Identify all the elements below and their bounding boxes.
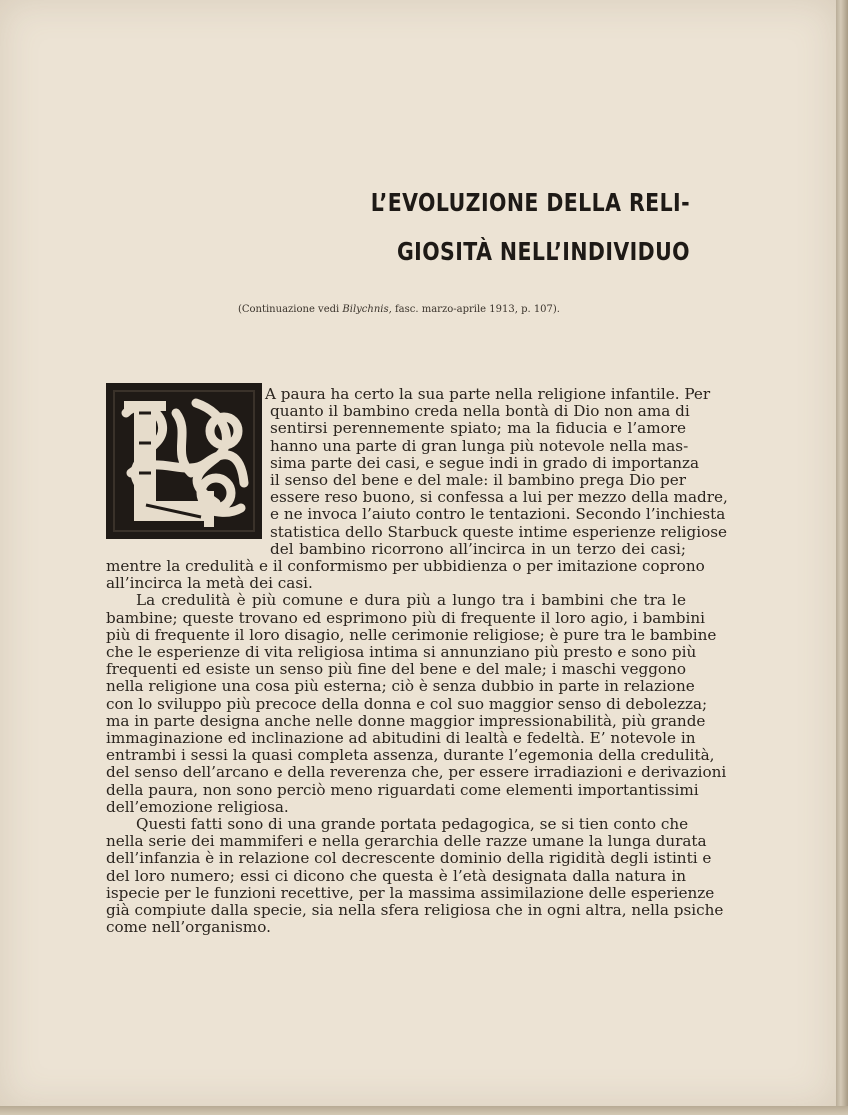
text-line: statistica dello Starbuck queste intime esperienze religiose bbox=[270, 522, 727, 541]
text-line: dell’infanzia è in relazione col decrescente dominio della rigidità degli istinti e bbox=[106, 849, 712, 868]
text-line: con lo sviluppo più precoce della donna e col suo maggior senso di debolezza; bbox=[106, 694, 708, 713]
text-line: immaginazione ed inclinazione ad abitudini di lealtà e fedeltà. E’ notevole in bbox=[106, 729, 696, 747]
text-line: all’incirca la metà dei casi. bbox=[106, 574, 313, 593]
text-line: Questi fatti sono di una grande portata pedagogica, se si tien conto che bbox=[136, 815, 689, 833]
text-line: dell’emozione religiosa. bbox=[106, 797, 289, 816]
text-line: frequenti ed esiste un senso più fine del bene e del male; i maschi veggono bbox=[106, 660, 686, 679]
article-title-line-1: L’EVOLUZIONE DELLA RELI- bbox=[370, 188, 690, 217]
knotwork-l-icon bbox=[106, 383, 262, 539]
journal-name: Bilychnis, bbox=[342, 304, 392, 315]
text-line: bambine; queste trovano ed esprimono più di frequente il loro agio, i bambini bbox=[106, 608, 705, 627]
text-line: del loro numero; essi ci dicono che questa è l’età designata dalla natura in bbox=[106, 866, 686, 885]
text-line: il senso del bene e del male: il bambino prega Dio per bbox=[270, 471, 686, 489]
continuation-note bbox=[180, 304, 560, 315]
text-line: più di frequente il loro disagio, nelle cerimonie religiose; è pure tra le bambine bbox=[106, 625, 717, 644]
page-edge-bottom bbox=[0, 1106, 848, 1115]
text-line: e ne invoca l’aiuto contro le tentazioni. Secondo l’inchiesta bbox=[270, 505, 726, 524]
text-line: nella religione una cosa più esterna; ciò è senza dubbio in parte in relazione bbox=[106, 677, 695, 696]
text-line: ma in parte designa anche nelle donne maggior impressionabilità, più grande bbox=[106, 711, 706, 730]
text-line: La credulità è più comune e dura più a lungo tra i bambini che tra le bbox=[136, 591, 686, 610]
text-line: già compiute dalla specie, sia nella sfera religiosa che in ogni altra, nella psiche bbox=[106, 901, 724, 919]
text-line: del senso dell’arcano e della reverenza che, per essere irradiazioni e derivazioni bbox=[106, 763, 727, 782]
text-line: sima parte dei casi, e segue indi in grado di importanza bbox=[270, 453, 700, 472]
continuation-suffix: fasc. marzo-aprile 1913, p. 107). bbox=[391, 304, 560, 315]
text-line: nella serie dei mammiferi e nella gerarchia delle razze umane la lunga durata bbox=[106, 832, 707, 851]
decorative-initial-l bbox=[106, 383, 262, 539]
text-line: mentre la credulità e il conformismo per ubbidienza o per imitazione coprono bbox=[106, 557, 705, 575]
text-line: come nell’organismo. bbox=[106, 918, 271, 937]
text-line: essere reso buono, si confessa a lui per mezzo della madre, bbox=[270, 488, 728, 507]
article-title-line-2: GIOSITÀ NELL’INDIVIDUO bbox=[396, 237, 690, 266]
page-edge-right bbox=[836, 0, 848, 1115]
continuation-prefix: (Continuazione vedi bbox=[237, 304, 343, 315]
text-line: che le esperienze di vita religiosa intima si annunziano più presto e sono più bbox=[106, 643, 697, 661]
text-line: quanto il bambino creda nella bontà di Dio non ama di bbox=[270, 402, 690, 421]
text-line: hanno una parte di gran lunga più notevole nella mas- bbox=[270, 436, 689, 455]
text-line: della paura, non sono perciò meno riguardati come elementi importantissimi bbox=[106, 780, 699, 799]
text-line: A paura ha certo la sua parte nella religione infantile. Per bbox=[265, 385, 711, 403]
text-line: del bambino ricorrono all’incirca in un terzo dei casi; bbox=[270, 539, 686, 558]
text-line: ispecie per le funzioni recettive, per la massima assimilazione delle esperienze bbox=[106, 883, 715, 902]
text-line: sentirsi perennemente spiato; ma la fiducia e l’amore bbox=[270, 419, 686, 438]
text-line: entrambi i sessi la quasi completa assenza, durante l’egemonia della credulità, bbox=[106, 746, 715, 765]
